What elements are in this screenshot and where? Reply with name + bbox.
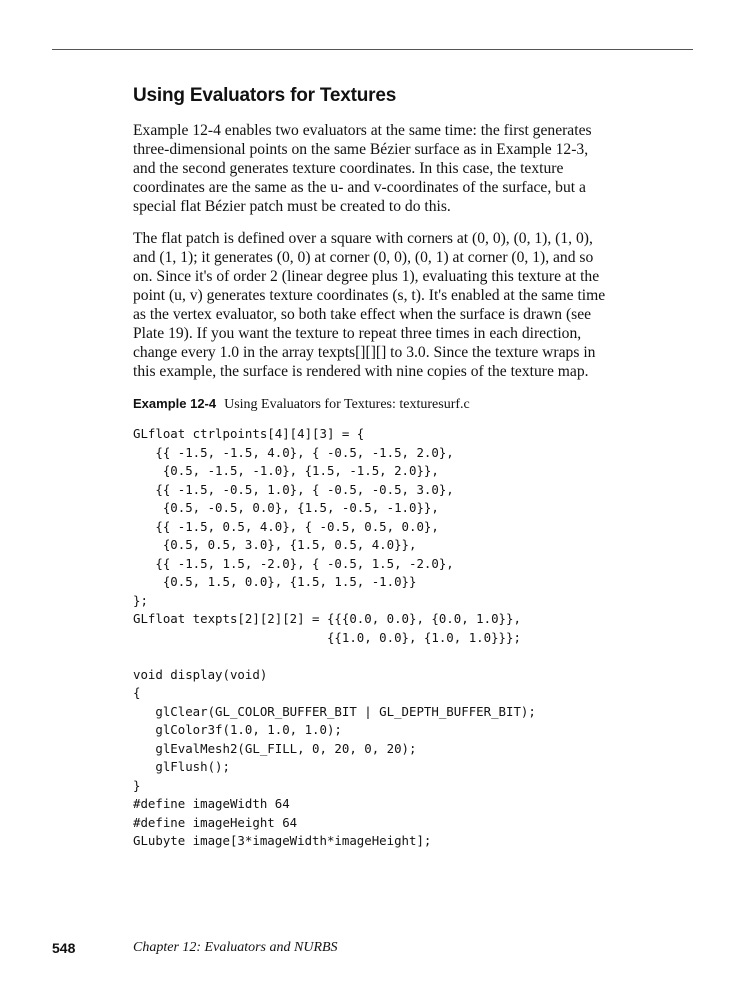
- paragraph-line: this example, the surface is rendered with nine copies of the texture map.: [133, 363, 589, 380]
- paragraph-2: [133, 229, 689, 381]
- code-line: {: [133, 685, 141, 700]
- code-line: GLfloat ctrlpoints[4][4][3] = {: [133, 426, 365, 441]
- code-line: glClear(GL_COLOR_BUFFER_BIT | GL_DEPTH_BUFFER_BIT);: [133, 703, 536, 719]
- code-line: #define imageHeight 64: [133, 814, 298, 830]
- paragraph-line: special flat Bézier patch must be created to do this.: [133, 198, 451, 215]
- paragraph-line: Example 12-4 enables two evaluators at the same time: the first generates: [133, 122, 592, 139]
- paragraph-line: The flat patch is defined over a square with corners at (0, 0), (0, 1), (1, 0),: [133, 230, 593, 247]
- example-title: Using Evaluators for Textures: texturesurf.c: [224, 397, 470, 412]
- paragraph-1: [133, 121, 689, 216]
- code-line: #define imageWidth 64: [133, 796, 290, 811]
- code-line: GLubyte image[3*imageWidth*imageHeight];: [133, 833, 432, 848]
- paragraph-line: as the vertex evaluator, so both take effect when the surface is drawn (see: [133, 306, 592, 323]
- code-line: {0.5, 0.5, 3.0}, {1.5, 0.5, 4.0}},: [133, 537, 417, 552]
- paragraph-line: three-dimensional points on the same Bézier surface as in Example 12-3,: [133, 141, 589, 158]
- paragraph-line: point (u, v) generates texture coordinates (s, t). It's enabled at the same time: [133, 287, 606, 304]
- code-line: glEvalMesh2(GL_FILL, 0, 20, 0, 20);: [133, 740, 417, 756]
- code-line: {{ -1.5, -1.5, 4.0}, { -0.5, -1.5, 2.0},: [133, 444, 454, 460]
- paragraph-line: and the second generates texture coordinates. In this case, the texture: [133, 160, 564, 177]
- code-line: glFlush();: [133, 759, 230, 774]
- paragraph-line: change every 1.0 in the array texpts[][][] to 3.0. Since the texture wraps in: [133, 344, 596, 361]
- paragraph-line: coordinates are the same as the u- and v-coordinates of the surface, but a: [133, 179, 586, 196]
- section-heading: Using Evaluators for Textures: [133, 85, 397, 106]
- code-line: [133, 647, 536, 666]
- code-line: glColor3f(1.0, 1.0, 1.0);: [133, 722, 342, 737]
- example-label: Example 12-4: [133, 396, 217, 411]
- paragraph-line: Plate 19). If you want the texture to repeat three times in each direction,: [133, 325, 582, 342]
- paragraph-line: and (1, 1); it generates (0, 0) at corner (0, 0), (0, 1) at corner (0, 1), and so: [133, 249, 594, 266]
- code-line: {{1.0, 0.0}, {1.0, 1.0}}};: [133, 629, 521, 645]
- code-line: {{ -1.5, 1.5, -2.0}, { -0.5, 1.5, -2.0},: [133, 555, 454, 571]
- code-line: {{ -1.5, 0.5, 4.0}, { -0.5, 0.5, 0.0},: [133, 518, 439, 534]
- code-line: GLfloat texpts[2][2][2] = {{{0.0, 0.0}, {0.0, 1.0}},: [133, 611, 521, 626]
- code-line: void display(void): [133, 666, 268, 682]
- code-listing: [133, 425, 536, 851]
- running-footer-chapter: Chapter 12: Evaluators and NURBS: [133, 940, 338, 955]
- code-line: {0.5, -1.5, -1.0}, {1.5, -1.5, 2.0}},: [133, 463, 439, 478]
- code-line: }: [133, 777, 141, 793]
- page-number: 548: [52, 940, 76, 956]
- code-line: };: [133, 592, 148, 608]
- code-line: {0.5, 1.5, 0.0}, {1.5, 1.5, -1.0}}: [133, 574, 417, 589]
- code-line: {0.5, -0.5, 0.0}, {1.5, -0.5, -1.0}},: [133, 500, 439, 515]
- example-caption: [133, 396, 470, 413]
- code-line: {{ -1.5, -0.5, 1.0}, { -0.5, -0.5, 3.0},: [133, 481, 454, 497]
- paragraph-line: on. Since it's of order 2 (linear degree plus 1), evaluating this texture at the: [133, 268, 600, 285]
- top-rule: [52, 49, 693, 50]
